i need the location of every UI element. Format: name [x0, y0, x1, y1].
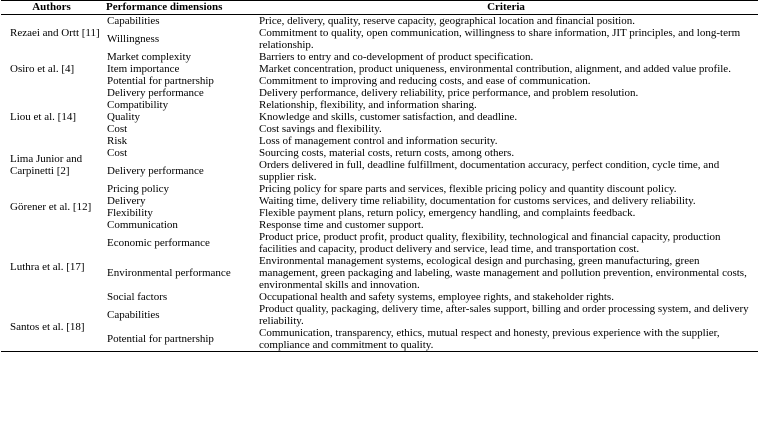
table-row	[1, 63, 758, 75]
table-row	[1, 231, 758, 255]
criteria-cell: Response time and customer support.	[259, 219, 424, 231]
performance-dimension-cell: Flexibility	[107, 207, 153, 219]
table-row	[1, 195, 758, 207]
table-row	[1, 327, 758, 352]
performance-dimension-cell: Capabilities	[107, 15, 160, 27]
criteria-cell: Product quality, packaging, delivery time, after-sales support, billing and order processing system, and delivery reliability.	[259, 303, 749, 327]
performance-dimension-cell: Cost	[107, 123, 128, 135]
criteria-cell: Waiting time, delivery time reliability, documentation for customs services, and delivery reliability.	[259, 195, 696, 207]
criteria-cell: Loss of management control and information security.	[259, 135, 498, 147]
table-row	[1, 219, 758, 231]
table-row	[1, 27, 758, 51]
criteria-cell: Relationship, flexibility, and information sharing.	[259, 99, 477, 111]
performance-dimension-cell: Risk	[107, 135, 128, 147]
table-row	[1, 75, 758, 87]
table-row	[1, 159, 758, 183]
author-cell: Luthra et al. [17]	[10, 261, 85, 273]
performance-dimension-cell: Capabilities	[107, 309, 160, 321]
table-row	[1, 111, 758, 123]
performance-dimension-cell: Environmental performance	[107, 267, 231, 279]
performance-dimension-cell: Quality	[107, 111, 140, 123]
performance-dimension-cell: Economic performance	[107, 237, 210, 249]
author-cell: Rezaei and Ortt [11]	[10, 27, 100, 39]
table-row	[1, 123, 758, 135]
criteria-cell: Environmental management systems, ecological design and purchasing, green manufacturing, green management, green packaging and labeling, waste management and pollution prevention, environmental costs, environmental skills and innovation.	[259, 255, 747, 291]
performance-dimension-cell: Delivery performance	[107, 165, 204, 177]
criteria-cell: Market concentration, product uniqueness, environmental contribution, alignment, and added value profile.	[259, 63, 731, 75]
header-criteria: Criteria	[254, 1, 758, 15]
author-cell: Liou et al. [14]	[10, 111, 76, 123]
header-authors: Authors	[1, 1, 102, 15]
performance-dimension-cell: Market complexity	[107, 51, 192, 63]
table-row	[1, 147, 758, 159]
criteria-cell: Flexible payment plans, return policy, emergency handling, and complaints feedback.	[259, 207, 636, 219]
table-row	[1, 207, 758, 219]
performance-dimension-cell: Potential for partnership	[102, 327, 254, 352]
table-row	[1, 183, 758, 195]
criteria-cell: Communication, transparency, ethics, mutual respect and honesty, previous experience with the supplier, compliance and commitment to quality.	[254, 327, 758, 352]
table-row	[1, 99, 758, 111]
table-row	[1, 303, 758, 327]
performance-dimension-cell: Willingness	[107, 33, 160, 45]
supplier-criteria-table	[1, 0, 758, 352]
performance-dimension-cell: Delivery	[107, 195, 146, 207]
criteria-cell: Barriers to entry and co-development of product specification.	[259, 51, 534, 63]
criteria-cell: Pricing policy for spare parts and services, flexible pricing policy and quantity discount policy.	[259, 183, 677, 195]
criteria-cell: Commitment to quality, open communication, willingness to share information, JIT principles, and long-term relationship.	[259, 27, 741, 51]
criteria-cell: Sourcing costs, material costs, return costs, among others.	[259, 147, 515, 159]
performance-dimension-cell: Cost	[107, 147, 128, 159]
table-row	[1, 135, 758, 147]
performance-dimension-cell: Pricing policy	[107, 183, 170, 195]
criteria-cell: Cost savings and flexibility.	[259, 123, 382, 135]
performance-dimension-cell: Item importance	[107, 63, 180, 75]
table-row	[1, 51, 758, 63]
criteria-cell: Commitment to improving and reducing costs, and ease of communication.	[259, 75, 591, 87]
author-cell: Lima Junior and Carpinetti [2]	[10, 153, 83, 177]
author-cell: Osiro et al. [4]	[10, 63, 75, 75]
performance-dimension-cell: Delivery performance	[107, 87, 204, 99]
table-row	[1, 255, 758, 291]
author-cell: Görener et al. [12]	[10, 201, 92, 213]
criteria-cell: Orders delivered in full, deadline fulfillment, documentation accuracy, perfect condition, cycle time, and supplier risk.	[259, 159, 720, 183]
criteria-cell: Product price, product profit, product quality, flexibility, technological and financial capacity, production facilities and capacity, product delivery and service, lead time, and transportation cost.	[259, 231, 721, 255]
criteria-cell: Delivery performance, delivery reliability, price performance, and problem resolution.	[259, 87, 639, 99]
performance-dimension-cell: Potential for partnership	[107, 75, 214, 87]
table-row	[1, 291, 758, 303]
criteria-cell: Price, delivery, quality, reserve capacity, geographical location and financial position.	[259, 15, 635, 27]
criteria-cell: Occupational health and safety systems, employee rights, and stakeholder rights.	[259, 291, 614, 303]
table-row	[1, 15, 758, 28]
author-cell: Santos et al. [18]	[1, 303, 102, 352]
table-row	[1, 87, 758, 99]
criteria-cell: Knowledge and skills, customer satisfaction, and deadline.	[259, 111, 518, 123]
performance-dimension-cell: Communication	[107, 219, 178, 231]
table-body	[1, 15, 758, 352]
performance-dimension-cell: Social factors	[107, 291, 168, 303]
performance-dimension-cell: Compatibility	[107, 99, 169, 111]
table-header-row	[1, 1, 758, 15]
header-performance-dimensions: Performance dimensions	[102, 1, 254, 15]
